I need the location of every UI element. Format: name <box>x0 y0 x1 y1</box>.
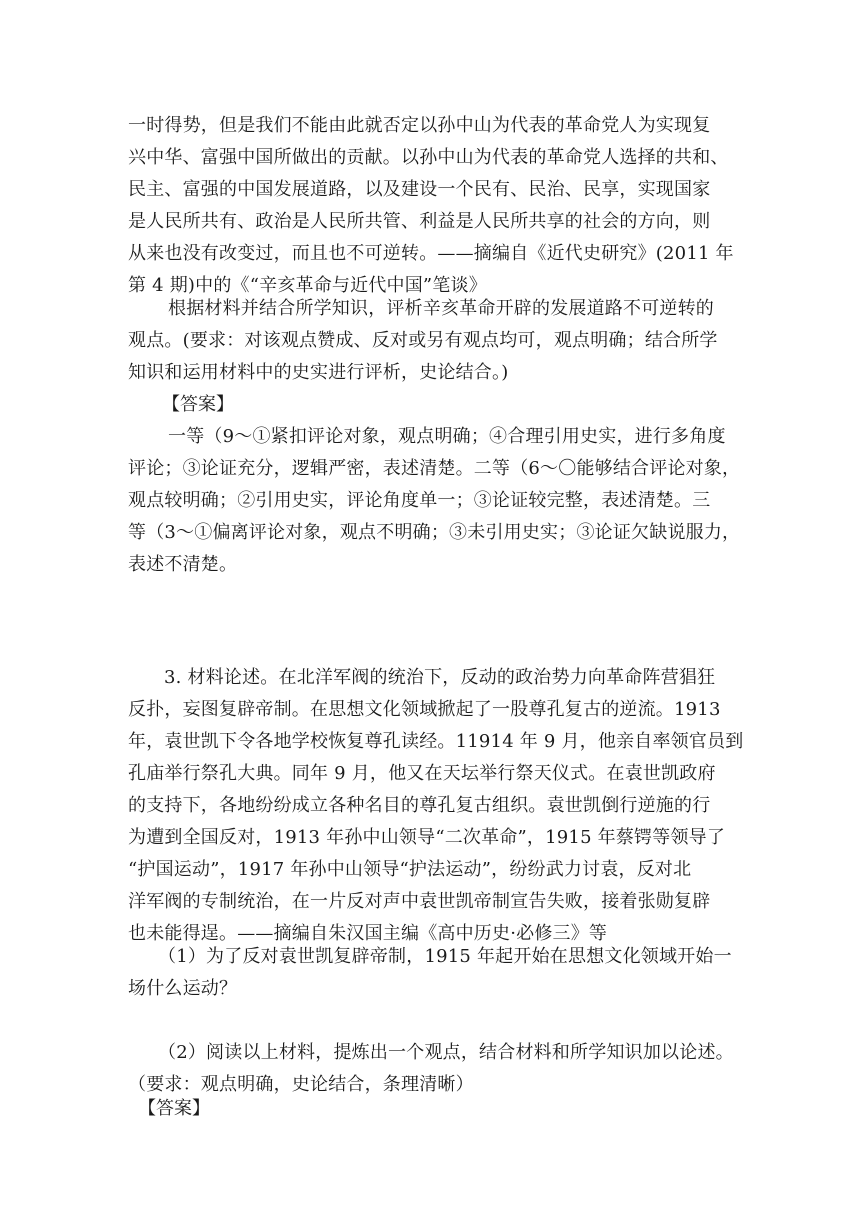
material-line: “护国运动”，1917 年孙中山领导“护法运动”，纷纷武力讨袁，反对北 <box>128 859 692 880</box>
material-line: 孔庙举行祭孔大典。同年 9 月，他又在天坛举行祭天仪式。在袁世凯政府 <box>128 763 716 784</box>
sub-question-2: （2）阅读以上材料，提炼出一个观点，结合材料和所学知识加以论述。 <box>158 1042 734 1063</box>
material-line: 民主、富强的中国发展道路，以及建设一个民有、民治、民享，实现国家 <box>128 179 711 200</box>
material-line: 从来也没有改变过，而且也不可逆转。——摘编自《近代史研究》(2011 年 <box>128 243 734 264</box>
material-line: 的支持下，各地纷纷成立各种名目的尊孔复古组织。袁世凯倒行逆施的行 <box>128 795 711 816</box>
answer-line: 等（3～①偏离评论对象，观点不明确；③未引用史实；③论证欠缺说服力， <box>128 522 741 543</box>
answer-line: 评论；③论证充分，逻辑严密，表述清楚。二等（6～〇能够结合评论对象， <box>128 458 741 479</box>
material-line: 反扑，妄图复辟帝制。在思想文化领域掀起了一股尊孔复古的逆流。1913 <box>128 699 721 720</box>
sub-question-1: 场什么运动？ <box>128 978 238 999</box>
material-line: 洋军阀的专制统治，在一片反对声中袁世凯帝制宣告失败，接着张勋复辟 <box>128 891 711 912</box>
answer-line: 表述不清楚。 <box>128 554 238 575</box>
question-line: 观点。(要求：对该观点赞成、反对或另有观点均可，观点明确；结合所学 <box>128 330 718 351</box>
material-line: 第 4 期)中的《“辛亥革命与近代中国”笔谈》 <box>128 275 487 296</box>
question-line: 知识和运用材料中的史实进行评析，史论结合。) <box>128 362 509 383</box>
material-line: 一时得势，但是我们不能由此就否定以孙中山为代表的革命党人为实现复 <box>128 115 711 136</box>
material-line: 兴中华、富强中国所做出的贡献。以孙中山为代表的革命党人选择的共和、 <box>128 147 729 168</box>
material-line: 也未能得逞。——摘编自朱汉国主编《高中历史·必修三》等 <box>128 923 608 944</box>
question-3-line: 3. 材料论述。在北洋军阀的统治下，反动的政治势力向革命阵营猖狂 <box>164 667 716 688</box>
answer-line: 一等（9～①紧扣评论对象，观点明确；④合理引用史实，进行多角度 <box>168 426 726 447</box>
sub-question-2: （要求：观点明确，史论结合，条理清晰） <box>128 1074 474 1095</box>
material-line: 为遭到全国反对，1913 年孙中山领导“二次革命”，1915 年蔡锷等领导了 <box>128 827 726 848</box>
answer-line: 观点较明确；②引用史实，评论角度单一；③论证较完整，表述清楚。三 <box>128 490 711 511</box>
answer-label: 【答案】 <box>138 1098 210 1119</box>
question-line: 根据材料并结合所学知识，评析辛亥革命开辟的发展道路不可逆转的 <box>168 298 714 319</box>
material-line: 年，袁世凯下令各地学校恢复尊孔读经。11914 年 9 月，他亲自率领官员到 <box>128 731 744 752</box>
answer-label: 【答案】 <box>162 394 234 415</box>
material-line: 是人民所共有、政治是人民所共管、利益是人民所共享的社会的方向，则 <box>128 211 711 232</box>
sub-question-1: （1）为了反对袁世凯复辟帝制，1915 年起开始在思想文化领域开始一 <box>158 946 732 967</box>
